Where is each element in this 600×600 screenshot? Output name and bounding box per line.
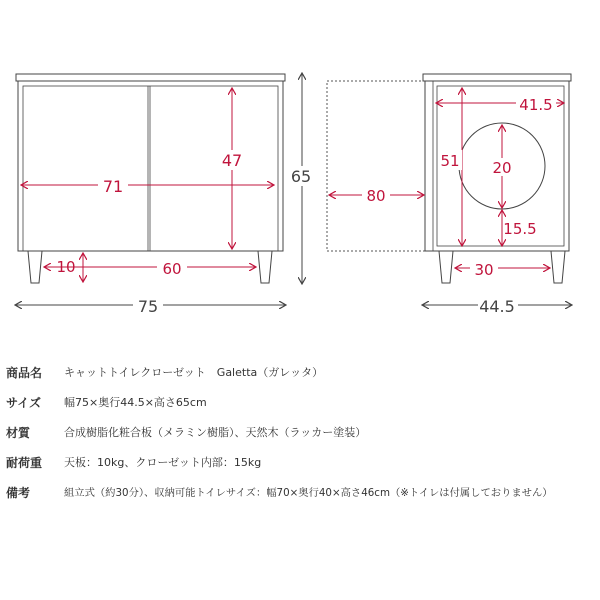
dim-hole-bottom-height: 15.5: [503, 220, 537, 238]
dim-total-width: 75: [137, 297, 159, 316]
spec-value-load: 天板：10kg、クローゼット内部：15kg: [64, 456, 262, 469]
dim-side-inner-depth: 41.5: [519, 96, 553, 114]
dim-hole-diameter: 20: [492, 159, 512, 177]
front-right-leg: [258, 251, 272, 283]
spec-row: [0, 394, 600, 418]
spec-value-size: 幅75×奥行44.5×高さ65cm: [64, 396, 207, 409]
dim-total-depth: 44.5: [479, 297, 515, 316]
side-drawer-pulled-out: [327, 81, 425, 251]
side-left-leg: [439, 251, 453, 283]
front-top-board: [16, 74, 285, 81]
dim-drawer-depth: 80: [366, 187, 386, 205]
dim-leg-span: 30: [474, 261, 494, 279]
spec-key-material: 材質: [6, 426, 31, 440]
spec-key-notes: 備考: [6, 486, 31, 500]
dim-front-leg-gap: 10: [56, 258, 76, 276]
spec-row: [0, 454, 600, 478]
dim-front-bottom-width: 60: [162, 260, 182, 278]
side-overall-dimensions: [423, 296, 571, 316]
side-right-leg: [551, 251, 565, 283]
dim-front-inner-height: 47: [221, 151, 243, 170]
front-view: [16, 74, 285, 283]
spec-row: [0, 484, 600, 508]
spec-row: [0, 364, 600, 388]
front-left-leg: [28, 251, 42, 283]
dim-front-inner-width: 71: [102, 177, 124, 196]
side-top-board: [423, 74, 571, 81]
spec-value-product-name: キャットトイレクローゼット Galetta（ガレッタ）: [64, 366, 324, 379]
dim-total-height: 65: [290, 167, 312, 186]
dim-side-opening-height: 51: [440, 152, 460, 170]
spec-key-size: サイズ: [6, 396, 42, 410]
spec-value-notes: 組立式（約30分）、収納可能トイレサイズ：幅70×奥行40×高さ46cm（※トイレは付属しておりません）: [64, 487, 553, 499]
spec-value-material: 合成樹脂化粧合板（メラミン樹脂）、天然木（ラッカー塗装）: [64, 426, 367, 439]
spec-row: [0, 424, 600, 448]
spec-key-product-name: 商品名: [6, 366, 43, 380]
spec-key-load: 耐荷重: [6, 456, 43, 470]
